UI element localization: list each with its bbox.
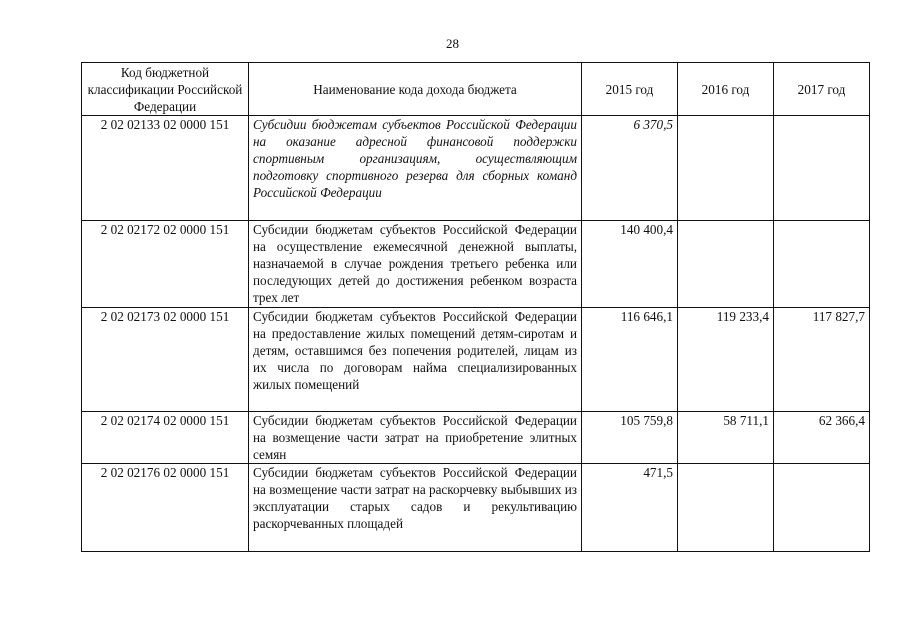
cell-2016 bbox=[678, 464, 774, 552]
cell-2017 bbox=[774, 464, 870, 552]
budget-revenue-table bbox=[81, 62, 870, 552]
cell-2016 bbox=[678, 221, 774, 308]
cell-name: Субсидии бюджетам субъектов Российской Федерации на осуществление ежемесячной денежной выплаты, назначаемой в случае рождения третьего ребенка или последующих детей до достижения ребенком возраста трех лет bbox=[249, 221, 582, 308]
cell-code: 2 02 02176 02 0000 151 bbox=[82, 464, 249, 552]
cell-code: 2 02 02172 02 0000 151 bbox=[82, 221, 249, 308]
cell-code: 2 02 02174 02 0000 151 bbox=[82, 412, 249, 464]
cell-name: Субсидии бюджетам субъектов Российской Федерации на возмещение части затрат на приобретение элитных семян bbox=[249, 412, 582, 464]
cell-2016 bbox=[678, 116, 774, 221]
header-code: Код бюджетной классификации Российской Федерации bbox=[82, 63, 249, 116]
table-row bbox=[82, 221, 870, 308]
cell-2015: 116 646,1 bbox=[582, 308, 678, 412]
cell-2015: 140 400,4 bbox=[582, 221, 678, 308]
cell-name: Субсидии бюджетам субъектов Российской Федерации на оказание адресной финансовой поддержки спортивным организациям, осуществляющим подготовку спортивного резерва для сборных команд Российской Федерации bbox=[249, 116, 582, 221]
table-row bbox=[82, 412, 870, 464]
cell-name: Субсидии бюджетам субъектов Российской Федерации на возмещение части затрат на раскорчевку выбывших из эксплуатации старых садов и рекультивацию раскорчеванных площадей bbox=[249, 464, 582, 552]
table-row bbox=[82, 116, 870, 221]
table-row bbox=[82, 308, 870, 412]
cell-2015: 105 759,8 bbox=[582, 412, 678, 464]
cell-2016: 119 233,4 bbox=[678, 308, 774, 412]
header-2016: 2016 год bbox=[678, 63, 774, 116]
cell-code: 2 02 02133 02 0000 151 bbox=[82, 116, 249, 221]
cell-name: Субсидии бюджетам субъектов Российской Федерации на предоставление жилых помещений детям-сиротам и детям, оставшимся без попечения родителей, лицам из их числа по договорам найма специализированных жилых помещений bbox=[249, 308, 582, 412]
cell-code: 2 02 02173 02 0000 151 bbox=[82, 308, 249, 412]
cell-2016: 58 711,1 bbox=[678, 412, 774, 464]
table-header-row bbox=[82, 63, 870, 116]
header-name: Наименование кода дохода бюджета bbox=[249, 63, 582, 116]
table-row bbox=[82, 464, 870, 552]
cell-2015: 471,5 bbox=[582, 464, 678, 552]
header-2017: 2017 год bbox=[774, 63, 870, 116]
header-2015: 2015 год bbox=[582, 63, 678, 116]
cell-2017: 117 827,7 bbox=[774, 308, 870, 412]
page-number: 28 bbox=[446, 36, 459, 51]
cell-2017 bbox=[774, 221, 870, 308]
cell-2017 bbox=[774, 116, 870, 221]
cell-2015: 6 370,5 bbox=[582, 116, 678, 221]
cell-2017: 62 366,4 bbox=[774, 412, 870, 464]
